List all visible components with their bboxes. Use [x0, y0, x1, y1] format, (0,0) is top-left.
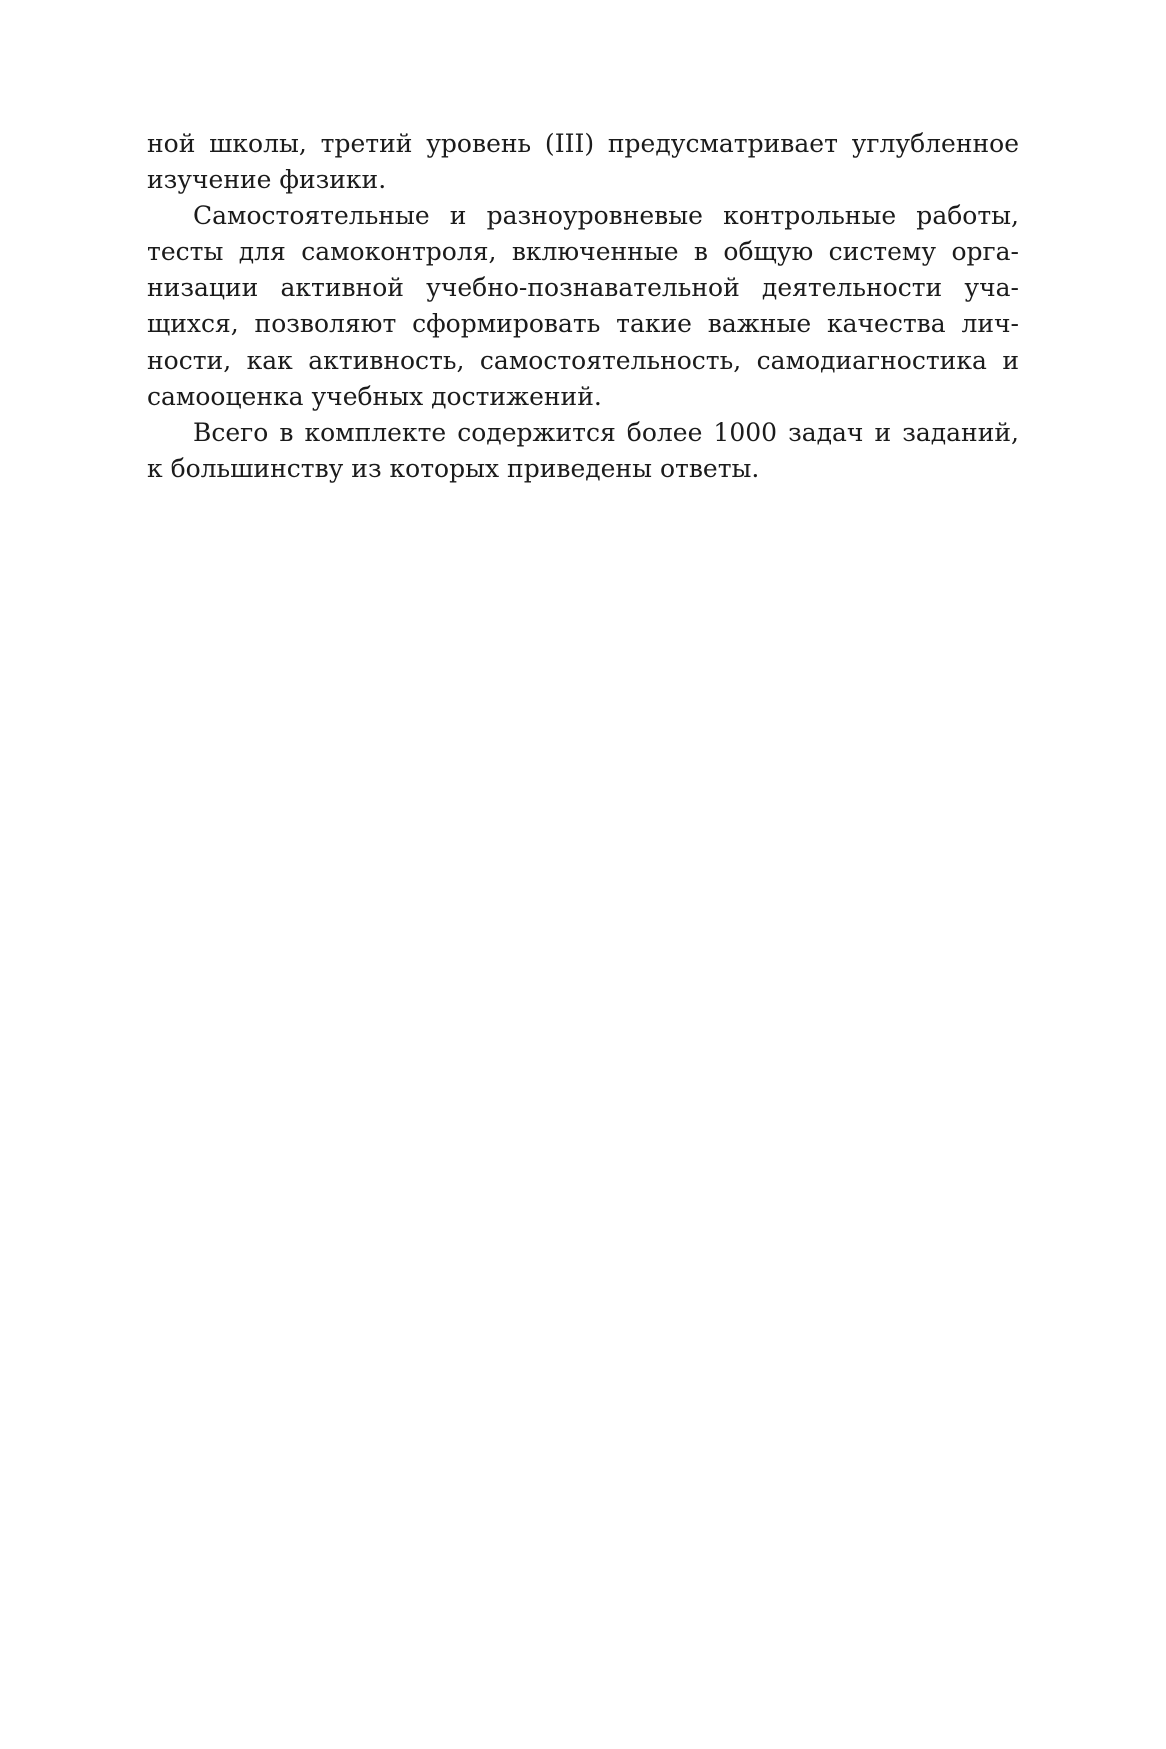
body-text [147, 126, 1019, 487]
text-line: ности, как активность, самостоятельность, самодиагностика и [147, 345, 1019, 375]
text-line: тесты для самоконтроля, включенные в общую систему орга- [147, 237, 1019, 267]
paragraph-first-line: Всего в комплекте содержится более 1000 задач и заданий, [193, 417, 1019, 447]
text-line: ной школы, третий уровень (III) предусматривает углубленное [147, 129, 1019, 158]
text-line: самооценка учебных достижений. [147, 381, 602, 411]
text-line: к большинству из которых приведены ответы. [147, 453, 760, 483]
paragraph-first-line: Самостоятельные и разноуровневые контрольные работы, [193, 201, 1019, 231]
text-line: изучение физики. [147, 165, 387, 195]
text-line: щихся, позволяют сформировать такие важные качества лич- [147, 309, 1019, 339]
text-line: низации активной учебно-познавательной деятельности уча- [147, 273, 1019, 303]
